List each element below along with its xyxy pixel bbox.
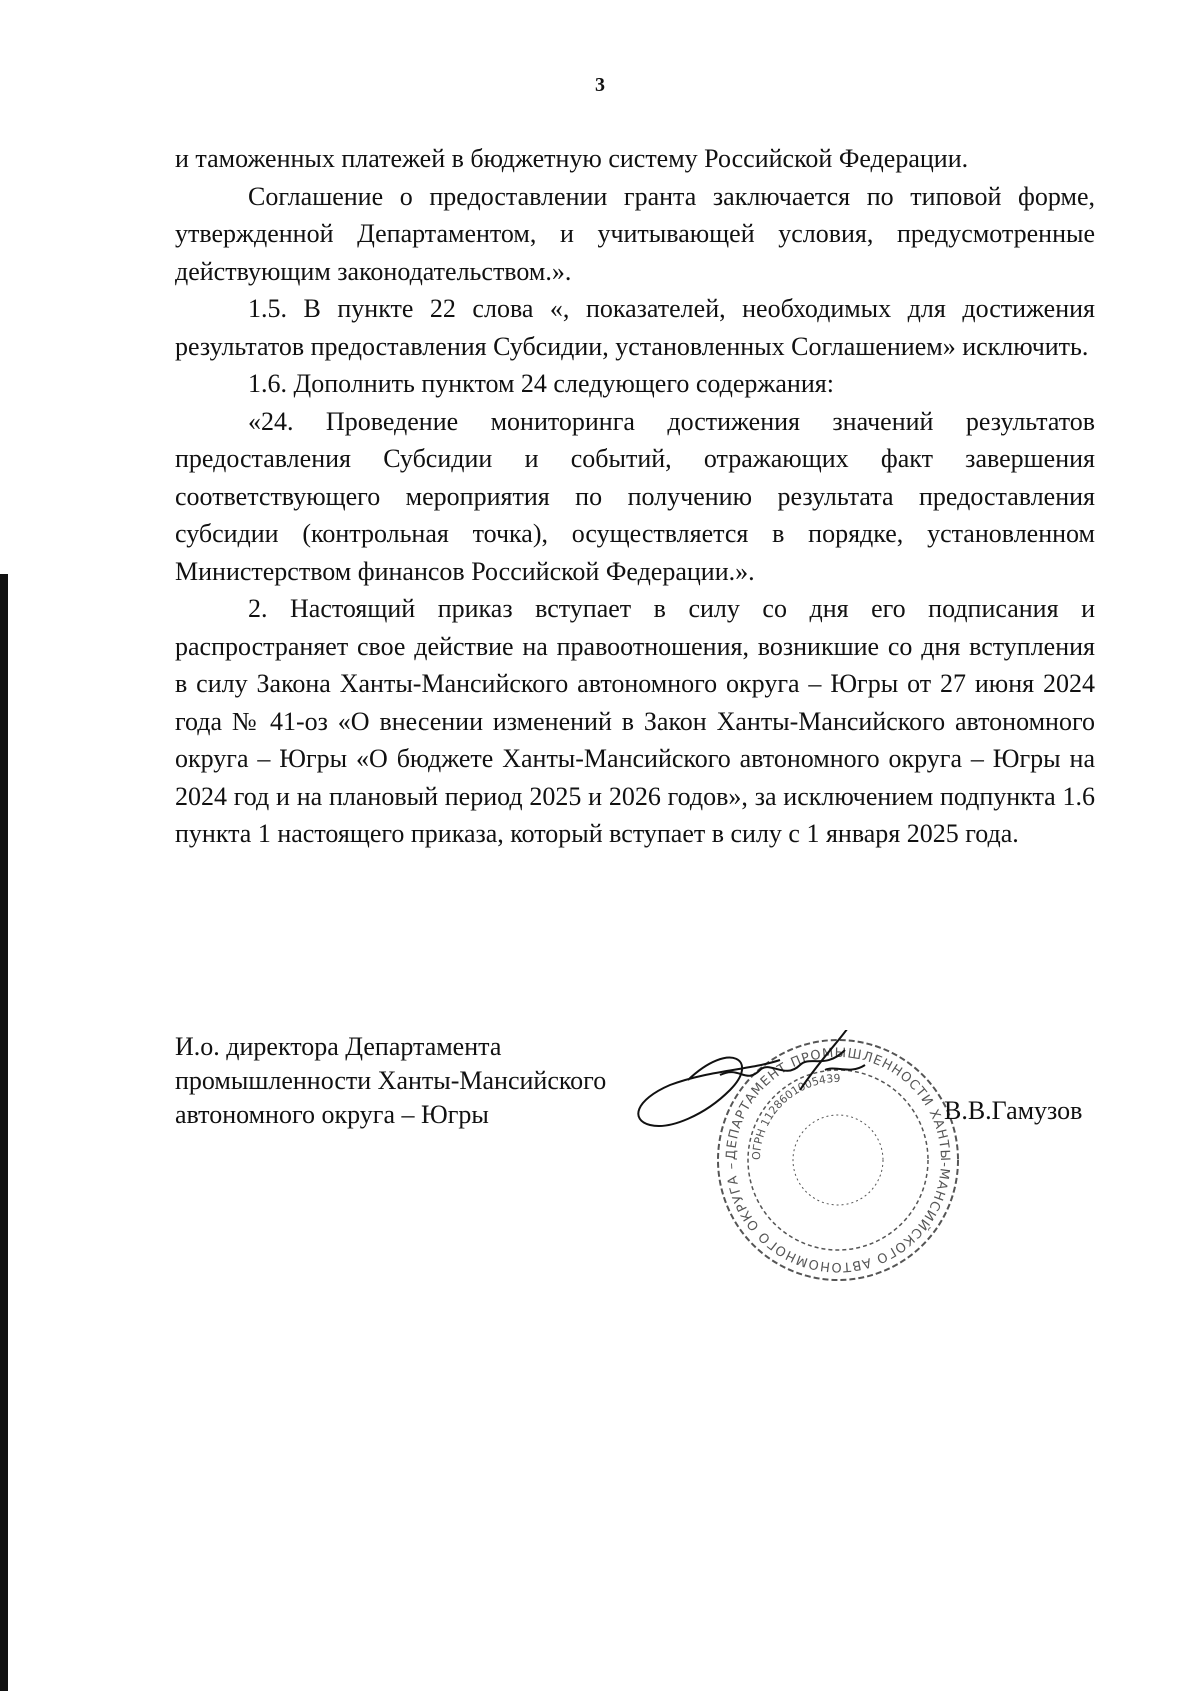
signature-position-line: И.о. директора Департамента [175,1032,502,1061]
paragraph: 1.6. Дополнить пунктом 24 следующего содержания: [248,369,834,398]
paragraph: и таможенных платежей в бюджетную систему Российской Федерации. [175,144,969,173]
seal-inner-text: ОГРН 1128601005439 [749,1071,841,1161]
signature-position-line: автономного округа – Югры [175,1100,489,1129]
seal-outer-text: ДЕПАРТАМЕНТ ПРОМЫШЛЕННОСТИ ХАНТЫ-МАНСИЙСКОГО АВТОНОМНОГО ОКРУГА – [723,1045,953,1275]
scan-edge-bar [0,574,8,1691]
paragraph: 1.5. В пункте 22 слова «, показателей, необходимых для достижения результатов предоставления Субсидии, установленных Соглашением» исключить. [175,294,1095,361]
seal-and-signature [610,1030,970,1310]
paragraph: 2. Настоящий приказ вступает в силу со дня его подписания и распространяет свое действие на правоотношения, возникшие со дня вступления в силу Закона Ханты-Мансийского автономного округа – Югры от 27 июня 2024 года № 41-оз «О внесении изменений в Закон Ханты-Мансийского автономного округа – Югры «О бюджете Ханты-Мансийского автономного округа – Югры на 2024 год и на плановый период 2025 и 2026 годов», за исключением подпункта 1.6 пункта 1 настоящего приказа, который вступает в силу с 1 января 2025 года. [175,594,1095,848]
signer-name: В.В.Гамузов [944,1096,1083,1125]
paragraph: «24. Проведение мониторинга достижения значений результатов предоставления Субсидии и событий, отражающих факт завершения соответствующего мероприятия по получению результата предоставления субсидии (контрольная точка), осуществляется в порядке, установленном Министерством финансов Российской Федерации.». [175,406,1095,586]
signature-position [175,1030,606,1132]
paragraph: Соглашение о предоставлении гранта заключается по типовой форме, утвержденной Департаментом, и учитывающей условия, предусмотренные действующим законодательством.». [175,181,1095,286]
document-body [175,140,1095,853]
seal-stamp-icon [610,1030,970,1310]
signature-position-line: промышленности Ханты-Мансийского [175,1066,607,1095]
page-number: 3 [595,74,605,96]
